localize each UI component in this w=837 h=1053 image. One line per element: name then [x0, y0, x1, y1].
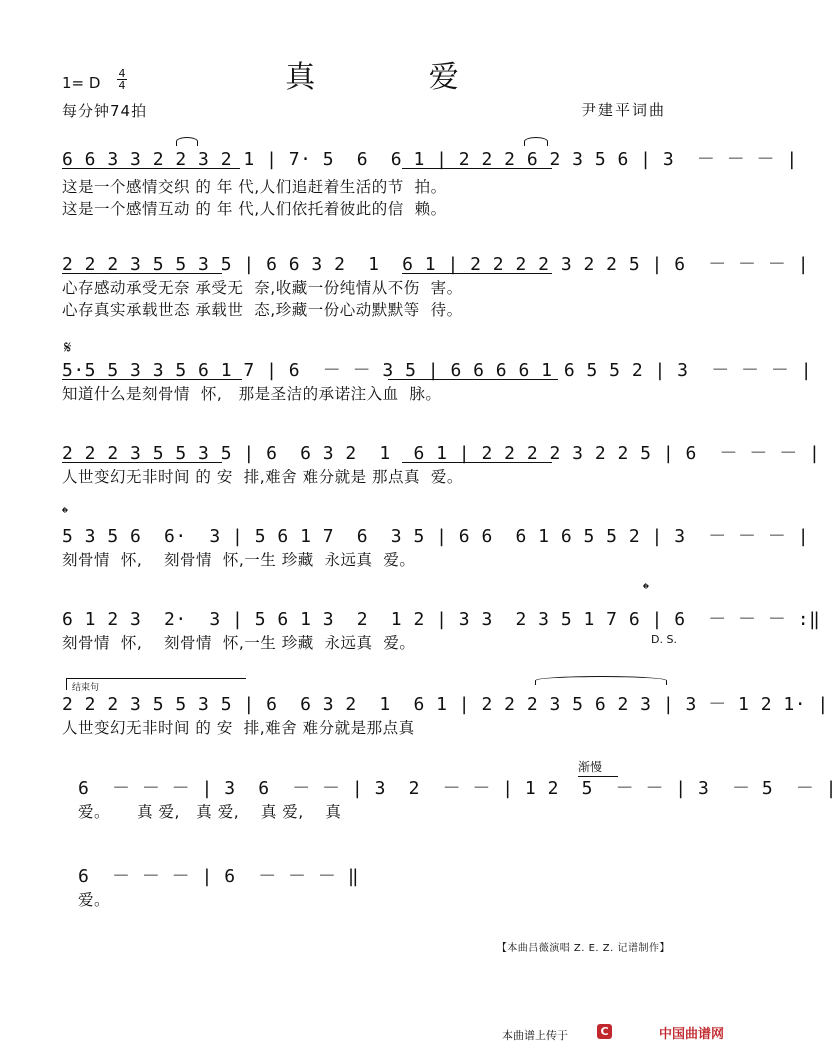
ritardando-marking: 渐慢 [578, 760, 603, 774]
notation-line: 6 6 3 3 2 2 3 2 1 | 7· 5 6 6 1 | 2 2 2 6 2 3 5 6 | 3 － － － | [62, 149, 798, 170]
tempo-marking: 每分钟74拍 [62, 102, 148, 120]
lyric-line: 这是一个感情互动 的 年 代,人们依托着彼此的信 赖。 [62, 200, 447, 218]
performance-note: 【本曲吕薇演唱 Z. E. Z. 记谱制作】 [496, 943, 670, 954]
slur-mark [535, 676, 667, 685]
lyric-line: 刻骨情 怀, 刻骨情 怀,一生 珍藏 永远真 爱。 [62, 634, 416, 652]
notation-line: 2 2 2 3 5 5 3 5 | 6 6 3 2 1 6 1 | 2 2 2 2 3 2 2 5 | 6 － － － | [62, 254, 810, 275]
notation-line: 2 2 2 3 5 5 3 5 | 6 6 3 2 1 6 1 | 2 2 2 2 3 2 2 5 | 6 － － － | [62, 443, 821, 464]
beam-line [388, 379, 558, 380]
page-title: 真 爱 [285, 60, 511, 95]
coda-icon: 𝄌 [62, 504, 68, 524]
notation-line: 5·5 5 3 3 5 6 1 7 | 6 － － 3 5 | 6 6 6 6 1 6 5 5 2 | 3 － － － | [62, 360, 813, 381]
lyric-line: 人世变幻无非时间 的 安 排,难舍 难分就是 那点真 爱。 [62, 468, 463, 486]
ending-bracket [66, 678, 246, 679]
lyric-line: 刻骨情 怀, 刻骨情 怀,一生 珍藏 永远真 爱。 [62, 551, 416, 569]
segno-icon: 𝄋 [64, 338, 72, 358]
ending-bracket-edge [66, 678, 68, 690]
lyric-line: 爱。 [78, 891, 111, 909]
lyric-line: 心存感动承受无奈 承受无 奈,收藏一份纯情从不伤 害。 [62, 279, 463, 297]
beam-line [402, 168, 552, 169]
lyric-line: 这是一个感情交织 的 年 代,人们追赶着生活的节 拍。 [62, 178, 447, 196]
beam-line [62, 462, 222, 463]
composer-credit: 尹建平词曲 [580, 101, 666, 119]
beam-line [62, 273, 222, 274]
notation-line: 6 － － － | 6 － － － ‖ [78, 866, 360, 887]
notation-line: 5 3 5 6 6· 3 | 5 6 1 7 6 3 5 | 6 6 6 1 6 5 5 2 | 3 － － － | [62, 526, 810, 547]
lyric-line: 人世变幻无非时间 的 安 排,难舍 难分就是那点真 [62, 719, 415, 737]
lyric-line: 心存真实承载世态 承载世 态,珍藏一份心动默默等 待。 [62, 301, 463, 319]
key-signature: 1= D [62, 74, 101, 92]
time-signature-top: 4 [118, 67, 126, 80]
slur-mark [176, 137, 198, 146]
coda-icon: 𝄌 [643, 580, 649, 600]
slur-mark [524, 137, 548, 146]
time-signature [116, 68, 128, 91]
site-logo-icon: C [597, 1024, 612, 1039]
notation-line: 2 2 2 3 5 5 3 5 | 6 6 3 2 1 6 1 | 2 2 2 3 5 6 2 3 | 3 － 1 2 1· | [62, 694, 829, 715]
notation-line: 6 － － － | 3 6 － － | 3 2 － － | 1 2 5 － － | 3 － 5 － | [78, 778, 837, 799]
upload-note: 本曲谱上传于 [502, 1029, 568, 1042]
ending-label: 结束句 [72, 683, 100, 693]
beam-line [62, 379, 242, 380]
time-signature-bottom: 4 [118, 79, 126, 92]
site-logo[interactable]: 中国曲谱网 [658, 1027, 724, 1042]
beam-line [402, 462, 552, 463]
beam-line [62, 168, 240, 169]
beam-line [402, 273, 552, 274]
lyric-line: 知道什么是刻骨情 怀, 那是圣洁的承诺注入血 脉。 [62, 385, 442, 403]
dal-segno-marking: D. S. [651, 633, 677, 646]
lyric-line: 爱。 真 爱, 真 爱, 真 爱, 真 [78, 803, 342, 821]
notation-line: 6 1 2 3 2· 3 | 5 6 1 3 2 1 2 | 3 3 2 3 5 1 7 6 | 6 － － － :‖ [62, 609, 821, 630]
